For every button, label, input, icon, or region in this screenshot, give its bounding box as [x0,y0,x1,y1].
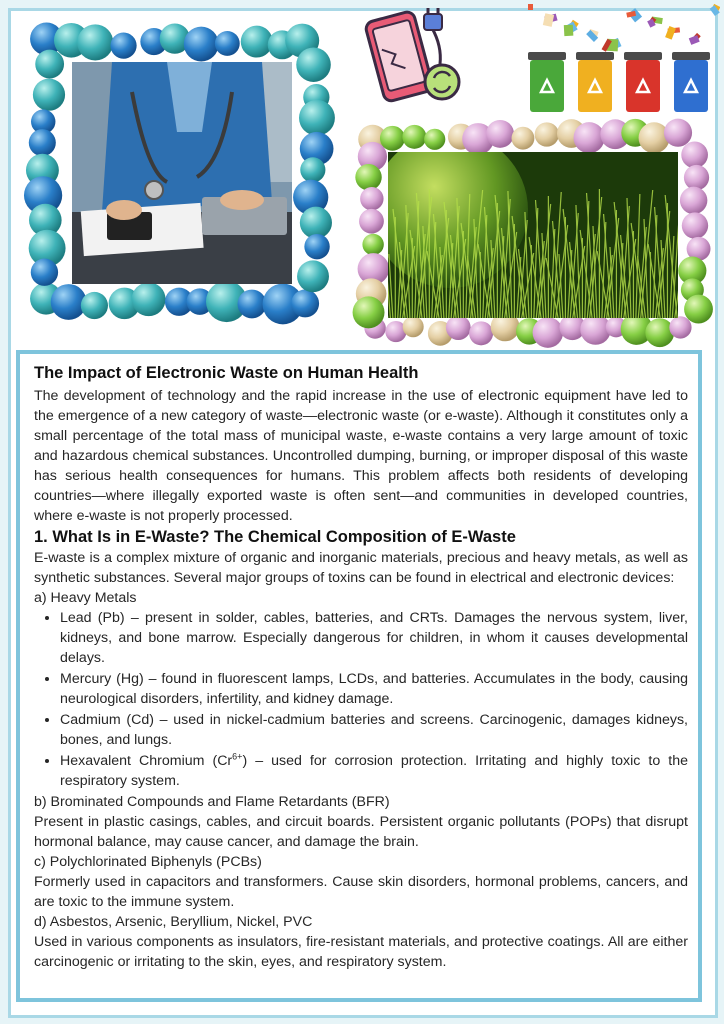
bubble [684,165,709,190]
bubble [215,31,240,56]
article-panel [16,350,702,1002]
list-item-lead: • Lead (Pb) – present in solder, cables, batteries, and CRTs. Damages the nervous system, liver, kidneys, and bone marrow. Especially dangerous for children, in whom it causes developmental delays. [60,608,688,668]
bubble [424,129,445,150]
globe-grass-photo [388,152,678,318]
bubble [353,296,385,328]
bubble [664,119,692,147]
bubble [110,33,136,59]
bubble [533,317,564,348]
asbestos-text: Used in various components as insulators, fire-resistant materials, and protective coatings. All are either carcinogenic or irritating to the skin, eyes, and respiratory system. [34,934,688,970]
bubble [682,212,708,238]
bubble [33,79,65,111]
bfr-text: Present in plastic casings, cables, and circuit boards. Persistent organic pollutants (POPs) that disrupt hormonal balance, may cause cancer, and damage the brain. [34,814,688,850]
bubble [359,209,384,234]
bubble [360,187,383,210]
bubble [486,120,514,148]
bubble [184,27,219,62]
bubble [469,321,493,345]
chromium-superscript: 6+ [232,751,243,762]
list-item-chromium [60,751,688,791]
bubble [512,127,535,150]
bubble [684,295,713,324]
bubble [299,100,335,136]
recycling-bin-icon [624,52,662,112]
bubble [51,284,87,320]
bubble [296,47,331,82]
recycling-bin-icon [576,52,614,112]
pcb-label: c) Polychlorinated Biphenyls (PCBs) [34,854,262,870]
intro-paragraph: The development of technology and the rapid increase in the use of electronic equipment have led to the emergence of a new category of waste—electronic waste (or e-waste). Although it constitutes only a small percentage of the total mass of municipal waste, e-waste contains a very large amount of toxic and hazardous chemical substances. Uncontrolled dumping, burning, or improper disposal of this waste has serious health consequences for humans. This problem affects both residents of developing countries—where illegally exported waste is often sent—and communities in developed countries, where e-waste is not properly processed. [34,388,688,524]
bubble [380,126,405,151]
bubble [300,157,325,182]
section-1-intro: E-waste is a complex mixture of organic and inorganic materials, precious and heavy metals, as well as synthetic substances. Several major groups of toxins can be found in electrical and electronic devices: [34,550,688,586]
bubble [535,122,559,146]
bubble [403,316,424,337]
bubble [680,187,707,214]
list-item-mercury: • Mercury (Hg) – found in fluorescent lamps, LCDs, and batteries. Accumulates in the body, causing neurological disorders, infertility, and kidney damage. [60,669,688,709]
bubble [132,282,166,316]
bubble [291,290,319,318]
chromium-rest: ) – used for corrosion protection. Irritating and highly toxic to the respiratory system. [60,753,688,789]
bubble [304,234,329,259]
healthcare-worker-photo [72,62,292,284]
bubble [29,129,56,156]
bubble [238,290,267,319]
bubble [81,292,108,319]
bubble [681,142,708,169]
bubble [300,207,332,239]
bubble [31,259,58,286]
bubble [669,316,691,338]
bubble [446,315,471,340]
bubble [35,50,64,79]
list-item-cadmium: • Cadmium (Cd) – used in nickel-cadmium batteries and screens. Carcinogenic, damages kidneys, bones, and lungs. [60,710,688,750]
bubble [297,260,329,292]
recycling-bin-icon [672,52,710,112]
heavy-metals-label: a) Heavy Metals [34,590,137,606]
section-1-heading: 1. What Is in E-Waste? The Chemical Composition of E-Waste [34,528,516,546]
bubble [362,234,383,255]
recycling-bins-icon [522,0,720,116]
article-title: The Impact of Electronic Waste on Human Health [34,364,419,382]
phone-recycle-icon [362,6,472,104]
asbestos-label: d) Asbestos, Arsenic, Beryllium, Nickel, PVC [34,914,313,930]
bfr-label: b) Brominated Compounds and Flame Retardants (BFR) [34,794,390,810]
heavy-metals-list [34,608,688,791]
bubble [574,122,605,153]
bubble [402,125,426,149]
bubble [241,26,273,58]
bubble [355,164,381,190]
bubble [645,318,674,347]
chromium-prefix: Hexavalent Chromium (Cr [60,753,233,769]
bubble [77,24,113,60]
article-body [34,362,688,972]
pcb-text: Formerly used in capacitors and transformers. Cause skin disorders, hormonal problems, cancers, and are toxic to the immune system. [34,874,688,910]
recycling-bin-icon [528,52,566,112]
